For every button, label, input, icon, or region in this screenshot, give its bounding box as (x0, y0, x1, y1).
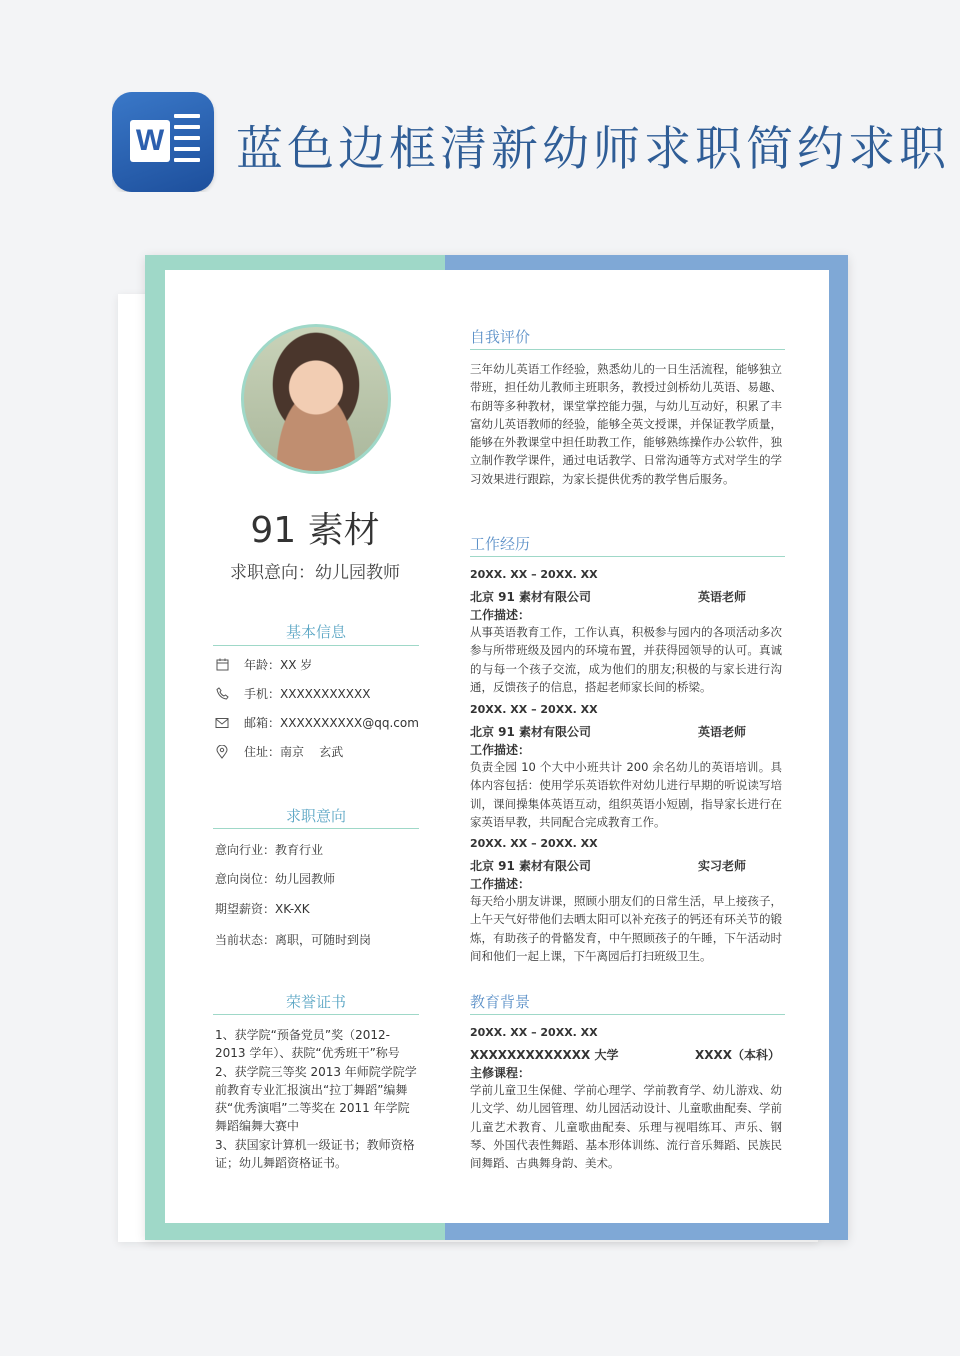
avatar-photo (241, 324, 391, 474)
section-heading-basic-info: 基本信息 (285, 623, 346, 641)
job-position: 英语老师 (698, 725, 747, 739)
courses-text: 学前儿童卫生保健、学前心理学、学前教育学、幼儿游戏、幼儿文学、幼儿园管理、幼儿园活动设计、儿童歌曲配奏、学前儿童艺术教育、儿童歌曲配奏、乐理与视唱练耳、声乐、钢琴、外国代表性舞蹈、基本形体训练、流行音乐舞蹈、民族民间舞蹈、古典舞身韵、美术。 (470, 1083, 782, 1171)
job-3-desc-label: 工作描述： (470, 877, 531, 891)
degree: XXXX（本科） (694, 1048, 780, 1062)
location-icon (215, 745, 229, 759)
intent-status: 当前状态：离职，可随时到岗 (215, 933, 372, 947)
word-app-icon: W (112, 92, 214, 192)
phone-icon (215, 687, 229, 701)
mail-icon (215, 716, 229, 730)
intent-position: 意向岗位：幼儿园教师 (215, 872, 336, 886)
job-company: 北京 91 素材有限公司 (470, 859, 592, 873)
section-divider (213, 828, 419, 829)
section-divider (470, 556, 785, 557)
info-email: 邮箱： XXXXXXXXXX@qq.com (215, 714, 419, 731)
candidate-name: 91 素材 (250, 510, 380, 551)
school-name: XXXXXXXXXXXXX 大学 (470, 1048, 619, 1062)
job-1-desc-label: 工作描述： (470, 608, 531, 622)
calendar-icon (215, 658, 229, 672)
job-1-desc: 从事英语教育工作，工作认真，积极参与园内的各项活动多次参与所带班级及园内的环境布置，并获得园领导的认可。真诚的与每一个孩子交流，成为他们的朋友;积极的与家长进行沟通，反馈孩子的信息，搭起老师家长间的桥梁。 (470, 625, 782, 694)
page-title: 蓝色边框清新幼师求职简约求职 (236, 122, 950, 177)
education-date: 20XX. XX – 20XX. XX (470, 1026, 598, 1039)
job-position: 英语老师 (698, 590, 747, 604)
section-heading-education: 教育背景 (470, 993, 531, 1011)
self-eval-text: 三年幼儿英语工作经验，熟悉幼儿的一日生活流程，能够独立带班，担任幼儿教师主班职务，教授过剑桥幼儿英语、易趣、布朗等多种教材，课堂掌控能力强，与幼儿互动好，积累了丰富幼儿英语教师的经验，能够全英文授课，并保证教学质量，能够在外教课堂中担任助教工作，能够熟练操作办公软件，独立制作教学课件，通过电话教学、日常沟通等方式对学生的学习效果进行跟踪，为家长提供优秀的教学售后服务。 (470, 362, 782, 486)
job-position: 实习老师 (698, 859, 747, 873)
section-divider (213, 1014, 419, 1015)
job-1-date: 20XX. XX – 20XX. XX (470, 568, 598, 581)
info-address: 住址： 南京 玄武 (215, 743, 343, 760)
document-header (112, 92, 960, 192)
job-company: 北京 91 素材有限公司 (470, 725, 592, 739)
courses-label: 主修课程： (470, 1066, 531, 1080)
section-heading-work: 工作经历 (470, 535, 531, 553)
honors-text: 1、获学院“预备党员”奖（2012-2013 学年）、获院“优秀班干”称号 2、获学院三等奖 2013 年师院学院学前教育专业汇报演出“拉丁舞蹈”编舞获“优秀演唱”二等奖在 2011 年学院舞蹈编舞大赛中 3、获国家计算机一级证书；教师资格证；幼儿舞蹈资格证书。 (215, 1028, 417, 1171)
job-3-company-row (470, 857, 782, 874)
job-2-desc-label: 工作描述： (470, 743, 531, 757)
job-2-company-row (470, 723, 782, 740)
section-divider (213, 645, 419, 646)
section-divider (470, 1014, 785, 1015)
section-heading-job-intent: 求职意向 (285, 807, 346, 825)
education-school-row (470, 1046, 782, 1063)
section-heading-honors: 荣誉证书 (285, 993, 346, 1011)
intent-industry: 意向行业：教育行业 (215, 843, 324, 857)
job-3-date: 20XX. XX – 20XX. XX (470, 837, 598, 850)
job-2-desc: 负责全园 10 个大中小班共计 200 余名幼儿的英语培训。具体内容包括：使用学乐英语软件对幼儿进行早期的听说读写培训，课间操集体英语互动，组织英语小短剧，指导家长进行在家英语早教，共同配合完成教育工作。 (470, 760, 782, 829)
job-2-date: 20XX. XX – 20XX. XX (470, 703, 598, 716)
section-divider (470, 349, 785, 350)
job-intent-title: 求职意向：幼儿园教师 (230, 563, 400, 583)
job-company: 北京 91 素材有限公司 (470, 590, 592, 604)
job-1-company-row (470, 588, 782, 605)
section-heading-self-eval: 自我评价 (470, 328, 531, 346)
info-phone: 手机： XXXXXXXXXXX (215, 685, 370, 702)
info-age: 年龄： XX 岁 (215, 656, 312, 673)
intent-salary: 期望薪资：XK-XK (215, 902, 310, 916)
job-3-desc: 每天给小朋友讲课，照顾小朋友们的日常生活，早上接孩子，上午天气好带他们去晒太阳可以补充孩子的钙还有环关节的锻炼，有助孩子的骨骼发育，中午照顾孩子的午睡，下午活动时间和他们一起上课，下午离园后打扫班级卫生。 (470, 894, 782, 963)
